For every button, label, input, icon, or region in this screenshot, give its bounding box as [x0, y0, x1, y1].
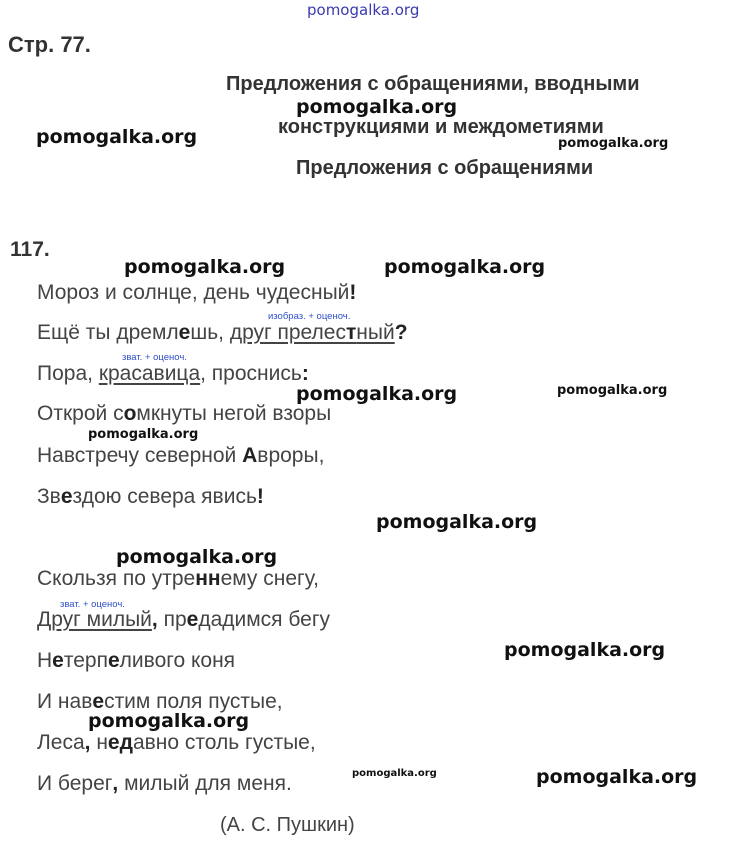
- watermark: pomogalka.org: [504, 639, 666, 661]
- address-underline: Друг милый: [37, 608, 152, 631]
- poem-line-1: Мороз и солнце, день чудесный!: [37, 281, 357, 304]
- address-underline: друг прелестный: [229, 321, 395, 344]
- watermark: pomogalka.org: [557, 383, 668, 398]
- grammar-note: зват. + оценоч.: [60, 599, 125, 610]
- watermark: pomogalka.org: [376, 511, 538, 533]
- watermark: pomogalka.org: [558, 136, 669, 151]
- address-underline: красавица: [98, 362, 201, 385]
- watermark-top: pomogalka.org: [307, 1, 420, 19]
- poem-line-11: Леса, недавно столь густые,: [37, 731, 316, 754]
- poem-line-7: Скользя по утреннему снегу,: [37, 567, 319, 590]
- grammar-note: зват. + оценоч.: [122, 352, 187, 363]
- poem-line-3: Пора, красавица, проснись:: [37, 362, 309, 385]
- page-reference: Стр. 77.: [8, 32, 91, 57]
- poem-line-10: И навестим поля пустые,: [37, 690, 283, 713]
- watermark: pomogalka.org: [88, 427, 199, 442]
- poem-line-12: И берег, милый для меня.: [37, 772, 292, 795]
- watermark: pomogalka.org: [296, 383, 458, 405]
- poem-line-8: Друг милый, предадимся бегу: [37, 608, 331, 631]
- watermark: pomogalka.org: [88, 710, 250, 732]
- watermark: pomogalka.org: [124, 256, 286, 278]
- section-title-line-2: конструкциями и междометиями: [278, 116, 604, 138]
- watermark: pomogalka.org: [36, 126, 198, 148]
- watermark: pomogalka.org: [116, 546, 278, 568]
- poem-line-2: Ещё ты дремлешь, друг прелестный?: [37, 321, 408, 344]
- poem-line-9: Нетерпеливого коня: [37, 649, 236, 672]
- watermark: pomogalka.org: [352, 768, 437, 779]
- poem-line-5: Навстречу северной Авроры,: [37, 444, 325, 467]
- section-title-line-1: Предложения с обращениями, вводными: [226, 73, 640, 95]
- watermark: pomogalka.org: [384, 256, 546, 278]
- grammar-note: изобраз. + оценоч.: [268, 311, 351, 322]
- watermark: pomogalka.org: [536, 766, 698, 788]
- poem-line-6: Звездою севера явись!: [37, 485, 264, 508]
- watermark: pomogalka.org: [296, 96, 458, 118]
- poem-line-4: Открой сомкнуты негой взоры: [37, 402, 332, 425]
- section-subtitle: Предложения с обращениями: [296, 157, 594, 179]
- poem-author: (А. С. Пушкин): [220, 814, 355, 836]
- exercise-number: 117.: [10, 238, 50, 261]
